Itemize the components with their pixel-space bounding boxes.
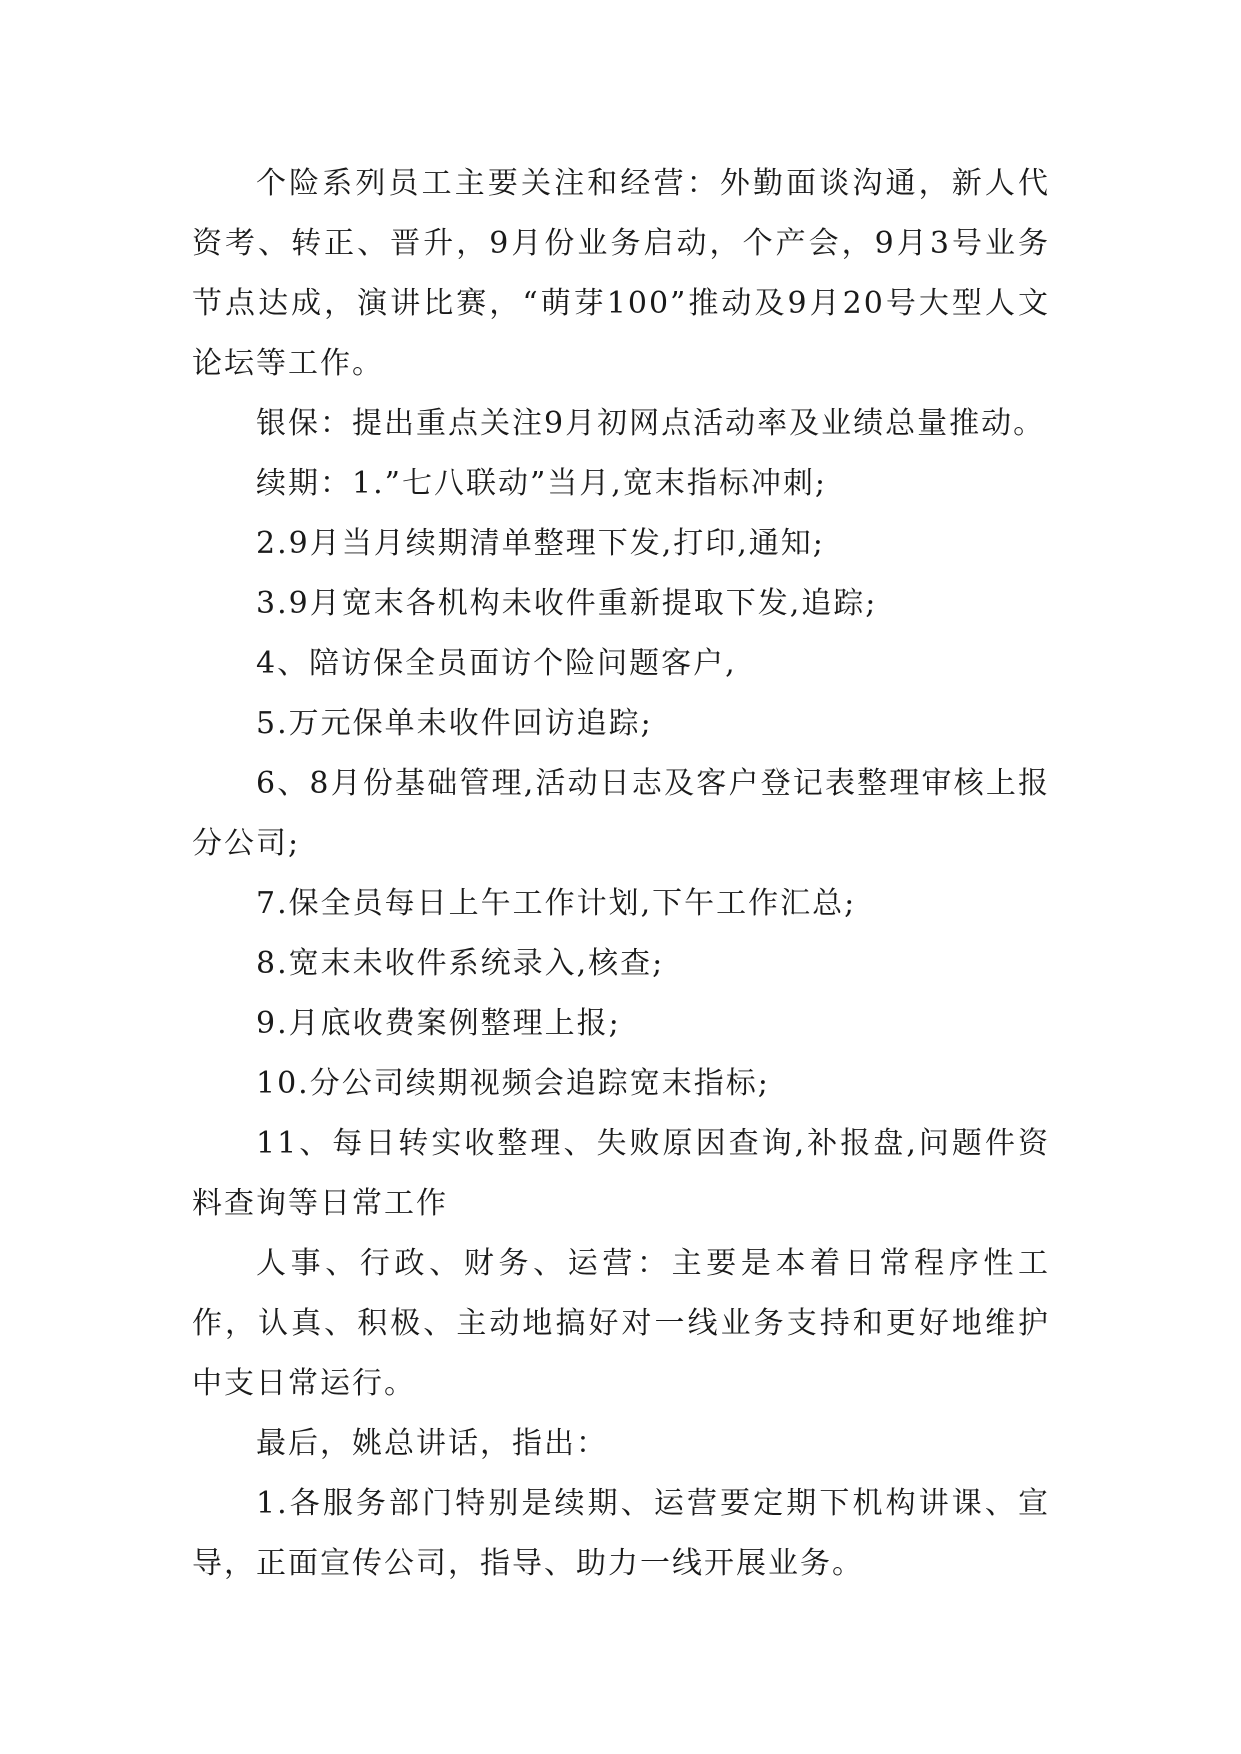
paragraph-renewal-item-6: 6、8月份基础管理,活动日志及客户登记表整理审核上报分公司; xyxy=(192,766,1050,861)
paragraph-personal-insurance: 个险系列员工主要关注和经营：外勤面谈沟通，新人代资考、转正、晋升，9月份业务启动，个产会，9月3号业务节点达成，演讲比赛，“萌芽100”推动及9月20号大型人文论坛等工作。 xyxy=(192,166,1050,381)
paragraph-closing-item-1: 1.各服务部门特别是续期、运营要定期下机构讲课、宣导，正面宣传公司，指导、助力一线开展业务。 xyxy=(192,1486,1050,1581)
paragraph-renewal-item-5: 5.万元保单未收件回访追踪; xyxy=(256,706,653,741)
paragraph-renewal-item-2: 2.9月当月续期清单整理下发,打印,通知; xyxy=(256,526,825,561)
paragraph-renewal-item-9: 9.月底收费案例整理上报; xyxy=(256,1006,621,1041)
paragraph-renewal-item-7: 7.保全员每日上午工作计划,下午工作汇总; xyxy=(256,886,857,921)
paragraph-renewal-item-10: 10.分公司续期视频会追踪宽末指标; xyxy=(256,1066,770,1101)
paragraph-admin-operations: 人事、行政、财务、运营：主要是本着日常程序性工作，认真、积极、主动地搞好对一线业务支持和更好地维护中支日常运行。 xyxy=(192,1246,1050,1401)
paragraph-renewal-item-11: 11、每日转实收整理、失败原因查询,补报盘,问题件资料查询等日常工作 xyxy=(192,1126,1050,1221)
paragraph-renewal-item-4: 4、陪访保全员面访个险问题客户, xyxy=(256,646,737,681)
paragraph-bancassurance: 银保：提出重点关注9月初网点活动率及业绩总量推动。 xyxy=(256,406,1046,441)
document-body xyxy=(192,154,1050,1594)
paragraph-renewal-item-3: 3.9月宽末各机构未收件重新提取下发,追踪; xyxy=(256,586,878,621)
paragraph-renewal-item-8: 8.宽末未收件系统录入,核查; xyxy=(256,946,665,981)
paragraph-renewal-item-1: 续期：1.”七八联动”当月,宽末指标冲刺; xyxy=(256,466,827,501)
paragraph-closing-remarks: 最后，姚总讲话，指出： xyxy=(256,1426,608,1461)
